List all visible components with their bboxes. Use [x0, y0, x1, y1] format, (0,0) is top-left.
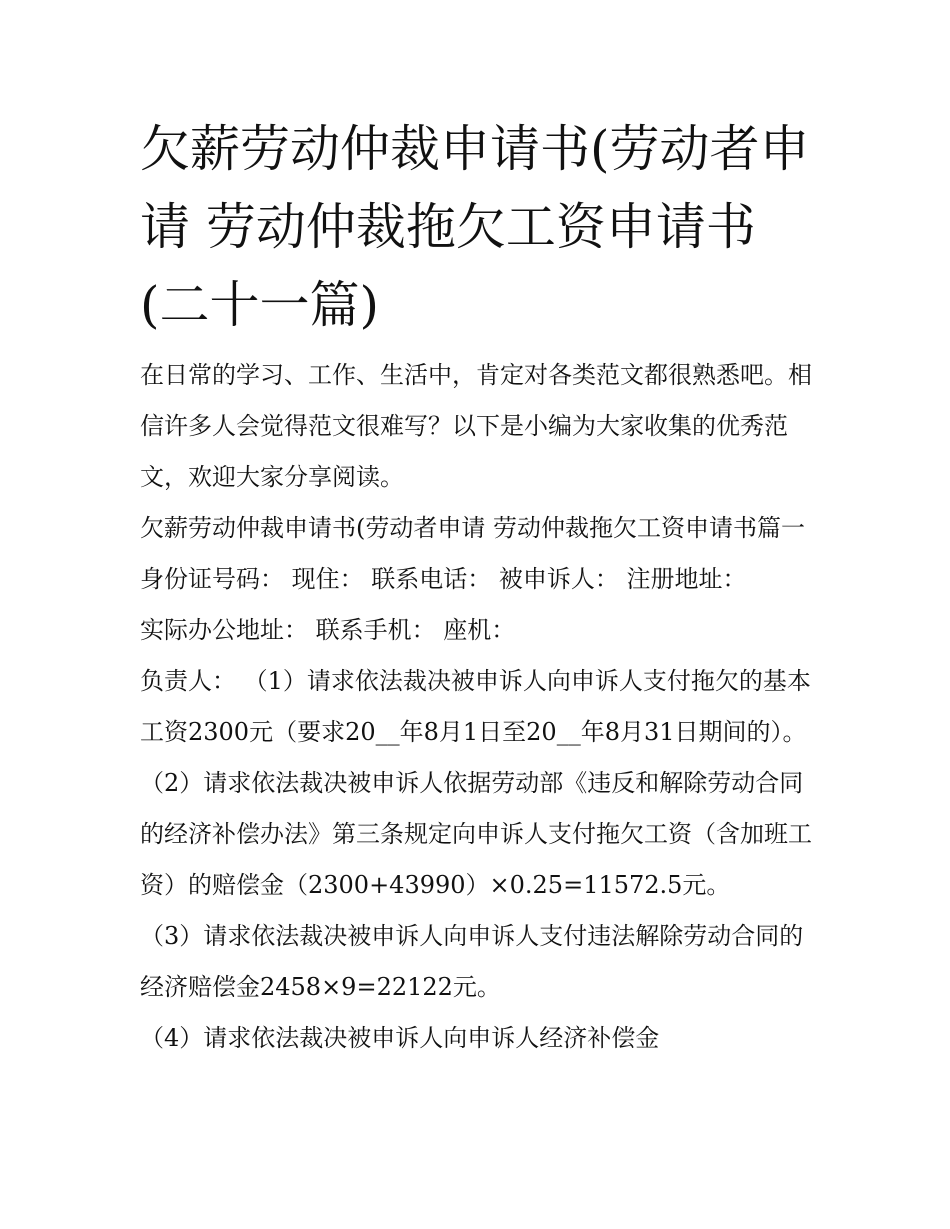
- paragraph-part-one: 欠薪劳动仲裁申请书(劳动者申请 劳动仲裁拖欠工资申请书篇一 身份证号码： 现住： 联系电话： 被申诉人： 注册地址：: [140, 514, 805, 593]
- paragraph-claim-3: （3）请求依法裁决被申诉人向申诉人支付违法解除劳动合同的经济赔偿金2458×9=22122元。: [140, 922, 804, 1001]
- paragraph-intro: 在日常的学习、工作、生活中，肯定对各类范文都很熟悉吧。相信许多人会觉得范文很难写？以下是小编为大家收集的优秀范文，欢迎大家分享阅读。: [140, 361, 812, 491]
- paragraph-claim-2: （2）请求依法裁决被申诉人依据劳动部《违反和解除劳动合同的经济补偿办法》第三条规定向申诉人支付拖欠工资（含加班工资）的赔偿金（2300+43990）×0.25=11572.5元。: [140, 769, 812, 899]
- document-body: [140, 350, 820, 1064]
- paragraph-claim-1: 负责人： （1）请求依法裁决被申诉人向申诉人支付拖欠的基本工资2300元（要求20__年8月1日至20__年8月31日期间的）。: [140, 667, 811, 746]
- paragraph-address: 实际办公地址： 联系手机： 座机：: [140, 616, 516, 644]
- document-title: 欠薪劳动仲裁申请书(劳动者申请 劳动仲裁拖欠工资申请书(二十一篇): [140, 120, 810, 334]
- paragraph-claim-4: （4）请求依法裁决被申诉人向申诉人经济补偿金: [140, 1024, 660, 1052]
